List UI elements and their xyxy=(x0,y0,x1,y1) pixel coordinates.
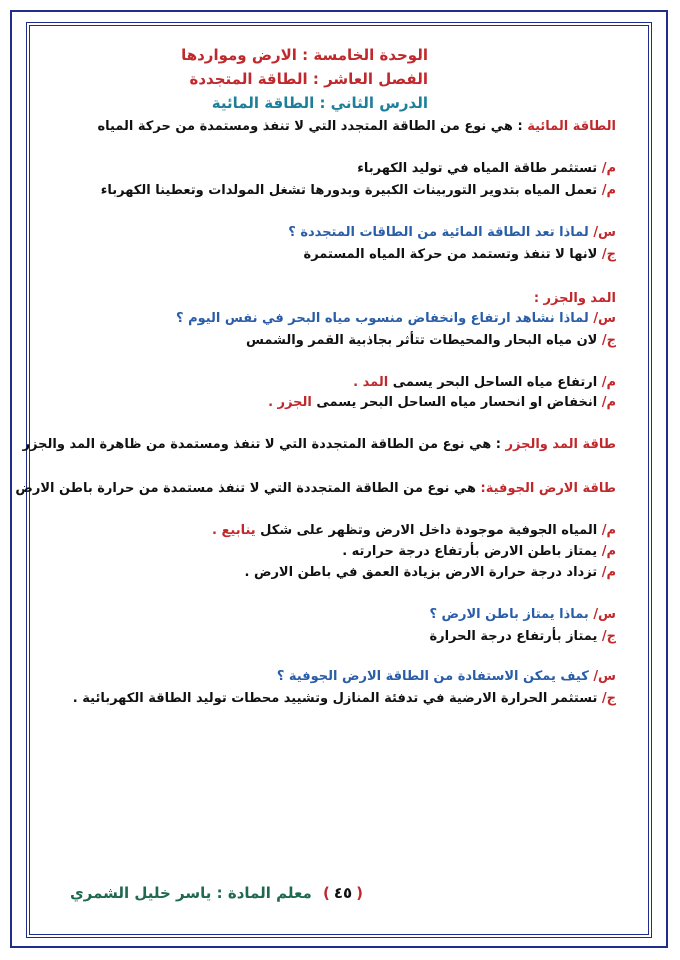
note-text: يمتاز باطن الارض بأرتفاع درجة حرارته . xyxy=(342,544,602,559)
geo-note-2 xyxy=(342,543,616,560)
note-text: تزداد درجة حرارة الارض بزيادة العمق في باطن الارض . xyxy=(244,565,602,580)
question-text: لماذا تعد الطاقة المائية من الطاقات المتجددة ؟ xyxy=(288,225,594,240)
hydro-note-1 xyxy=(357,160,616,177)
page-number-close-bracket: ) xyxy=(323,884,330,902)
unit-title: الوحدة الخامسة : الارض ومواردها xyxy=(181,46,428,64)
note-text: ارتفاع مياه الساحل البحر يسمى xyxy=(388,375,602,390)
hydro-definition xyxy=(97,118,616,135)
tides-note-1 xyxy=(353,374,616,391)
teacher-signature: معلم المادة : ياسر خليل الشمري xyxy=(70,884,312,902)
tides-answer xyxy=(246,332,616,349)
answer-text: يمتاز بأرتفاع درجة الحرارة xyxy=(429,629,602,644)
geo-question-2 xyxy=(277,668,616,685)
geo-answer-1 xyxy=(429,628,616,645)
note-prefix: م/ xyxy=(601,395,616,410)
note-prefix: م/ xyxy=(601,544,616,559)
answer-prefix: ج/ xyxy=(601,333,616,348)
answer-prefix: ج/ xyxy=(601,247,616,262)
hydro-def-text: : هي نوع من الطاقة المتجدد التي لا تنفذ ومستمدة من حركة المياه xyxy=(97,119,528,134)
answer-text: لانها لا تنفذ وتستمد من حركة المياه المستمرة xyxy=(303,247,602,262)
geothermal-def: هي نوع من الطاقة المتجددة التي لا تنفذ مستمدة من حرارة باطن الارض xyxy=(15,481,481,496)
question-prefix: س/ xyxy=(593,311,616,326)
note-text: انخفاض او انحسار مياه الساحل البحر يسمى xyxy=(311,395,602,410)
page-number xyxy=(323,884,363,902)
note-term: المد . xyxy=(353,375,389,390)
note-text: المياه الجوفية موجودة داخل الارض وتظهر على شكل xyxy=(255,523,602,538)
tides-title: المد والجزر : xyxy=(533,291,616,306)
answer-prefix: ج/ xyxy=(601,629,616,644)
question-prefix: س/ xyxy=(593,225,616,240)
note-prefix: م/ xyxy=(601,565,616,580)
note-prefix: م/ xyxy=(601,523,616,538)
chapter-title: الفصل العاشر : الطاقة المتجددة xyxy=(189,70,428,88)
answer-text: تستثمر الحرارة الارضية في تدفئة المنازل وتشييد محطات توليد الطاقة الكهربائية . xyxy=(72,691,602,706)
answer-text: لان مياه البحار والمحيطات تتأثر بجاذبية القمر والشمس xyxy=(246,333,602,348)
hydro-term: الطاقة المائية xyxy=(527,119,616,134)
tides-question xyxy=(176,310,616,327)
hydro-question xyxy=(288,224,616,241)
tides-note-2 xyxy=(268,394,616,411)
hydro-answer xyxy=(304,246,616,263)
hydro-note-2 xyxy=(101,182,616,199)
geothermal-term: طاقة الارض الجوفية: xyxy=(480,481,616,496)
note-prefix: م/ xyxy=(601,375,616,390)
question-text: بماذا يمتاز باطن الارض ؟ xyxy=(429,607,594,622)
geo-answer-2 xyxy=(73,690,616,707)
answer-prefix: ج/ xyxy=(601,691,616,706)
geo-note-3 xyxy=(245,564,617,581)
note-term: الجزر . xyxy=(268,395,312,410)
geo-note-1 xyxy=(212,522,616,539)
note-prefix: م/ xyxy=(601,161,616,176)
lesson-title: الدرس الثاني : الطاقة المائية xyxy=(211,94,428,112)
tidal-energy-definition xyxy=(23,436,616,453)
question-text: كيف يمكن الاستفادة من الطاقة الارض الجوفية ؟ xyxy=(276,669,594,684)
geo-question-1 xyxy=(429,606,616,623)
page-number-value: ٤٥ xyxy=(333,884,353,902)
tidal-energy-term: طاقة المد والجزر xyxy=(505,437,616,452)
geothermal-definition xyxy=(15,480,616,497)
note-prefix: م/ xyxy=(601,183,616,198)
note-text: تستثمر طاقة المياه في توليد الكهرباء xyxy=(357,161,602,176)
worksheet-content xyxy=(15,38,616,918)
question-prefix: س/ xyxy=(593,607,616,622)
question-text: لماذا نشاهد ارتفاع وانخفاض منسوب مياه البحر في نفس اليوم ؟ xyxy=(176,311,594,326)
question-prefix: س/ xyxy=(593,669,616,684)
tidal-energy-def: : هي نوع من الطاقة المتجددة التي لا تنفذ ومستمدة من ظاهرة المد والجزر xyxy=(22,437,506,452)
note-text: تعمل المياه بتدوير التوربينات الكبيرة وبدورها تشغل المولدات وتعطينا الكهرباء xyxy=(100,183,602,198)
note-term: ينابيع . xyxy=(212,523,256,538)
page-number-open-bracket: ( xyxy=(356,884,364,902)
